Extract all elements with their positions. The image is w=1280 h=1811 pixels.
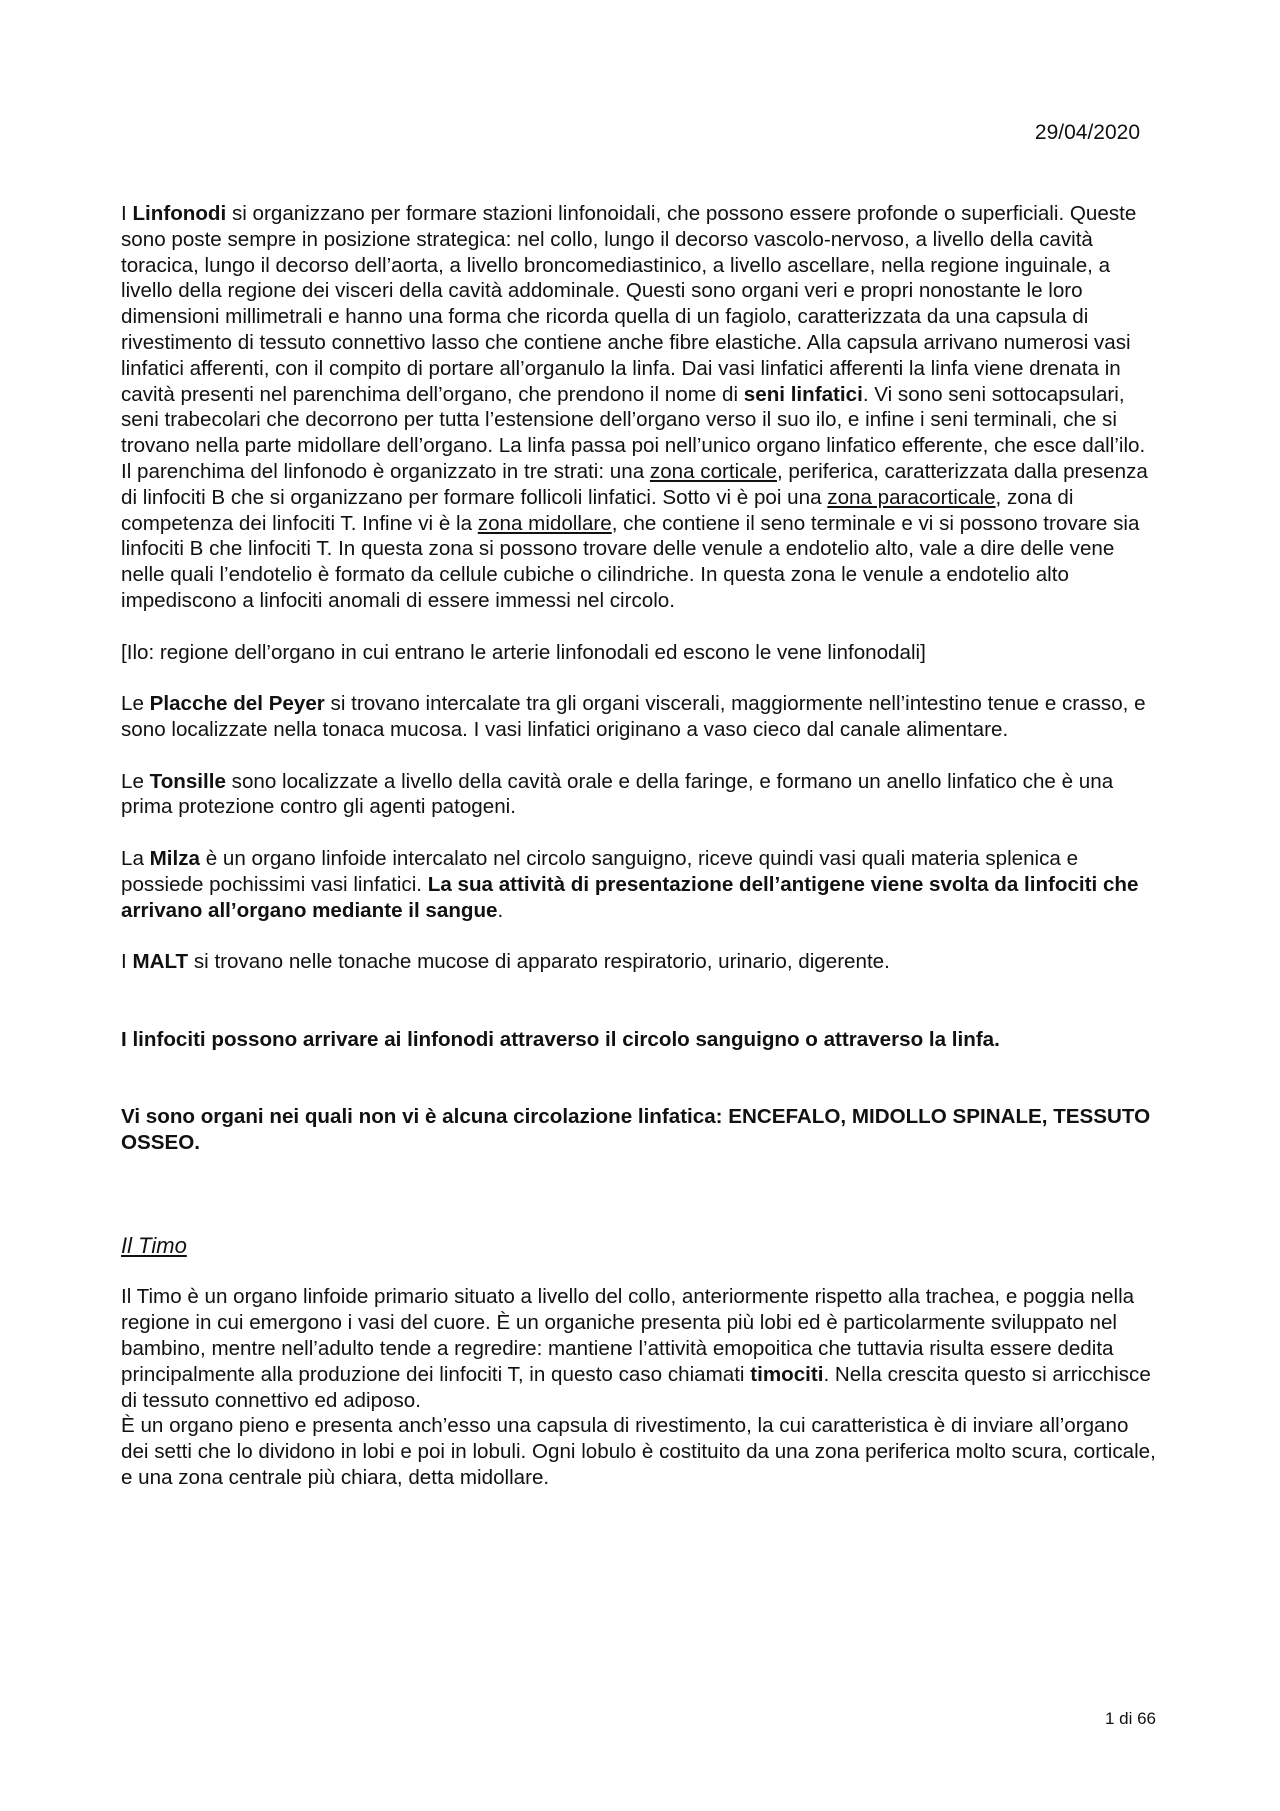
text-run: si trovano nelle tonache mucose di apparato respiratorio, urinario, digerente. (188, 950, 890, 974)
text-run: Il parenchima del linfonodo è organizzato in tre strati: una (121, 459, 650, 483)
text-run: , che contiene il seno terminale e vi si possono trovare sia linfociti B che linfociti T. In questa zona si possono trovare delle venule a endotelio alto, vale a dire delle vene nelle quali l’endotelio è formato da cellule cubiche o cilindriche. In questa zona le venule a endotelio alto impediscono a linfociti anomali di essere immessi nel circolo. (121, 511, 1140, 612)
term-seni-linfatici: seni linfatici (743, 382, 863, 406)
bold-sentence: I linfociti possono arrivare ai linfonodi attraverso il circolo sanguigno o attraverso la linfa. (121, 1027, 1000, 1051)
bold-sentence: La sua attività di presentazione dell’antigene viene svolta da linfociti che arrivano all’organo mediante il sangue (121, 872, 1139, 922)
paragraph-linfociti-bold (121, 1027, 1161, 1053)
paragraph-timo (121, 1284, 1161, 1413)
document-body (121, 201, 1161, 1491)
term-zona-paracorticale: zona paracorticale (827, 485, 996, 509)
term-milza: Milza (149, 846, 200, 870)
spacer (121, 923, 1161, 949)
term-malt: MALT (132, 950, 189, 974)
text-run: Le (121, 769, 150, 793)
text-run: . (497, 898, 504, 922)
text-run: Il Timo è un organo linfoide primario situato a livello del collo, anteriormente rispetto alla trachea, e poggia nella regione in cui emergono i vasi del cuore. È un organiche presenta più lobi ed è particolarmente sviluppato nel bambino, mentre nell’adulto tende a regredire: mantiene l’attività emopoitica che tuttavia risulta essere dedita principalmente alla produzione dei linfociti T, in questo caso chiamati (121, 1285, 1135, 1386)
spacer (121, 614, 1161, 640)
spacer (121, 820, 1161, 846)
date-header: 29/04/2020 (1034, 121, 1140, 144)
paragraph-organi-bold (121, 1104, 1161, 1156)
term-timociti: timociti (750, 1362, 824, 1386)
text-run: I (121, 950, 133, 974)
term-placche-peyer: Placche del Peyer (149, 692, 325, 716)
text-run: La (121, 846, 150, 870)
text-run: , periferica, caratterizzata dalla presenza di linfociti B che si organizzano per formare follicoli linfatici. Sotto vi è poi una (121, 459, 1148, 509)
text-run: I (121, 202, 133, 225)
term-tonsille: Tonsille (149, 769, 226, 793)
page-number: 1 di 66 (1104, 1709, 1156, 1728)
text-run: . Nella crescita questo si arricchisce di tessuto connettivo ed adiposo. (121, 1362, 1151, 1412)
term-zona-corticale: zona corticale (649, 459, 777, 483)
paragraph-milza (121, 846, 1161, 923)
text-run: , zona di competenza dei linfociti T. Infine vi è la (121, 485, 1074, 535)
term-linfonodi: Linfonodi (132, 202, 227, 225)
spacer (121, 975, 1161, 1027)
spacer (121, 743, 1161, 769)
spacer (121, 665, 1161, 691)
section-title-timo: Il Timo (121, 1232, 187, 1258)
text-run: . Vi sono seni sottocapsulari, seni trabecolari che decorrono per tutta l’estensione dell’organo verso il suo ilo, e infine i seni terminali, che si trovano nella parte midollare dell’organo. La linfa passa poi nell’unico organo linfatico efferente, che esce dall’ilo. (121, 382, 1146, 458)
spacer (121, 1155, 1161, 1232)
paragraph-linfonodi (121, 201, 1161, 459)
spacer (121, 1259, 1161, 1285)
term-zona-midollare: zona midollare (477, 511, 612, 535)
text-run: si trovano intercalate tra gli organi viscerali, maggiormente nell’intestino tenue e crasso, e sono localizzate nella tonaca mucosa. I vasi linfatici originano a vaso cieco dal canale alimentare. (121, 692, 1146, 741)
text-run: Le (121, 692, 150, 716)
text-run: si organizzano per formare stazioni linfonoidali, che possono essere profonde o superficiali. Queste sono poste sempre in posizione strategica: nel collo, lungo il decorso vascolo-nervoso, a livello della cavità toracica, lungo il decorso dell’aorta, a livello broncomediastinico, a livello ascellare, nella regione inguinale, a livello della regione dei visceri della cavità addominale. Questi sono organi veri e propri nonostante le loro dimensioni millimetrali e hanno una forma che ricorda quella di un fagiolo, caratterizzata da una capsula di rivestimento di tessuto connettivo lasso che contiene anche fibre elastiche. Alla capsula arrivano numerosi vasi linfatici afferenti, con il compito di portare all’organulo la linfa. Dai vasi linfatici afferenti la linfa viene drenata in cavità presenti nel parenchima dell’organo, che prendono il nome di (121, 202, 1137, 406)
spacer (121, 1052, 1161, 1104)
text-run: è un organo linfoide intercalato nel circolo sanguigno, riceve quindi vasi quali materia splenica e possiede pochissimi vasi linfatici. (121, 846, 1079, 896)
bold-sentence: Vi sono organi nei quali non vi è alcuna circolazione linfatica: ENCEFALO, MIDOLLO SPINALE, TESSUTO OSSEO. (121, 1104, 1151, 1154)
paragraph-timo-struttura: È un organo pieno e presenta anch’esso una capsula di rivestimento, la cui caratteristica è di inviare all’organo dei setti che lo dividono in lobi e poi in lobuli. Ogni lobulo è costituito da una zona periferica molto scura, corticale, e una zona centrale più chiara, detta midollare. (121, 1414, 1156, 1490)
paragraph-ilo-note: [Ilo: regione dell’organo in cui entrano le arterie linfonodali ed escono le vene linfonodali] (121, 640, 926, 664)
paragraph-placche-peyer (121, 691, 1161, 743)
paragraph-malt (121, 949, 1161, 975)
paragraph-parenchima (121, 459, 1161, 614)
paragraph-tonsille (121, 769, 1161, 821)
text-run: sono localizzate a livello della cavità orale e della faringe, e formano un anello linfatico che è una prima protezione contro gli agenti patogeni. (121, 769, 1114, 819)
